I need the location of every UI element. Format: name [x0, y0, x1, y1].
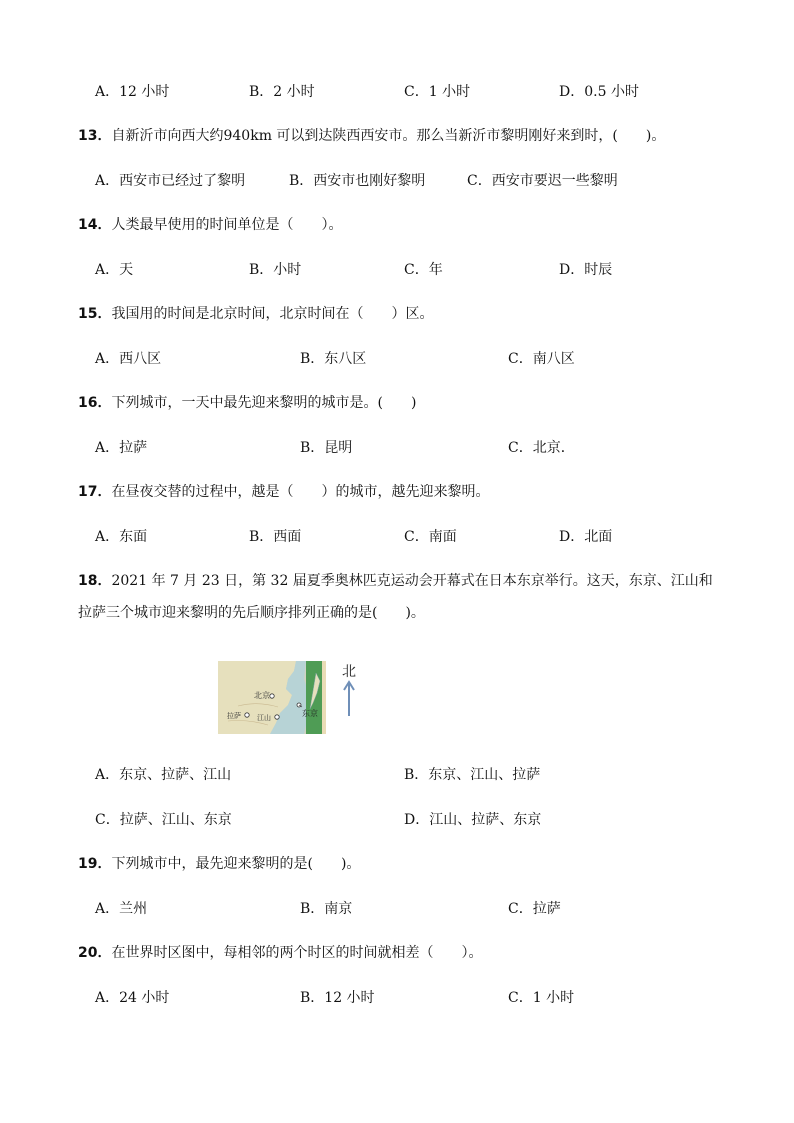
question-text: 下列城市，一天中最先迎来黎明的城市是。( )	[111, 395, 417, 411]
q13-option-c: C．西安市要迟一些黎明	[467, 173, 618, 189]
question-text: 下列城市中，最先迎来黎明的是( )。	[111, 856, 361, 872]
q17-option-d: D．北面	[559, 529, 613, 545]
q12-option-b: B．2 小时	[249, 84, 315, 100]
question-number: 16．	[78, 395, 112, 411]
timezone-map-figure	[218, 661, 326, 734]
q14-option-d: D．时辰	[559, 262, 613, 278]
q18-option-a: A．东京、拉萨、江山	[95, 767, 232, 783]
map-image	[218, 661, 326, 734]
question-text: 在昼夜交替的过程中，越是（ ）的城市，越先迎来黎明。	[111, 484, 490, 500]
q19-option-b: B．南京	[300, 901, 353, 917]
q14-option-b: B．小时	[249, 262, 302, 278]
north-arrow	[336, 660, 362, 718]
q18-option-d: D．江山、拉萨、东京	[404, 812, 542, 828]
q12-option-d: D．0.5 小时	[559, 84, 639, 100]
north-label: 北	[342, 664, 356, 680]
question-18-line1	[78, 571, 713, 591]
q17-option-c: C．南面	[404, 529, 457, 545]
question-number: 20．	[78, 945, 112, 961]
q15-option-a: A．西八区	[95, 351, 162, 367]
q18-option-c: C．拉萨、江山、东京	[95, 812, 232, 828]
q12-option-c: C．1 小时	[404, 84, 471, 100]
q14-option-a: A．天	[95, 262, 134, 278]
q20-option-a: A．24 小时	[95, 990, 170, 1006]
q16-option-c: C．北京．	[508, 440, 575, 456]
q13-option-b: B．西安市也刚好黎明	[289, 173, 426, 189]
question-number: 15．	[78, 306, 112, 322]
map-label-beijing: 北京	[254, 691, 270, 700]
question-number: 18．	[78, 573, 112, 589]
question-number: 19．	[78, 856, 112, 872]
question-18-line2: 拉萨三个城市迎来黎明的先后顺序排列正确的是( )。	[78, 605, 425, 621]
q15-option-b: B．东八区	[300, 351, 367, 367]
map-label-tokyo: 东京	[302, 709, 318, 718]
map-label-lasa: 拉萨	[227, 712, 241, 720]
question-text: 2021 年 7 月 23 日，第 32 届夏季奥林匹克运动会开幕式在日本东京举行。这天，东京、江山和	[111, 573, 713, 589]
q16-option-a: A．拉萨	[95, 440, 148, 456]
q15-option-c: C．南八区	[508, 351, 575, 367]
q16-option-b: B．昆明	[300, 440, 353, 456]
question-number: 17．	[78, 484, 112, 500]
q17-option-a: A．东面	[95, 529, 148, 545]
q13-option-a: A．西安市已经过了黎明	[95, 173, 246, 189]
q17-option-b: B．西面	[249, 529, 302, 545]
q20-option-c: C．1 小时	[508, 990, 575, 1006]
question-13	[78, 126, 665, 146]
question-14	[78, 215, 342, 235]
question-20	[78, 943, 482, 963]
question-15	[78, 304, 433, 324]
q12-option-a: A．12 小时	[95, 84, 170, 100]
question-text: 在世界时区图中，每相邻的两个时区的时间就相差（ ）。	[111, 945, 483, 961]
q20-option-b: B．12 小时	[300, 990, 375, 1006]
q18-option-b: B．东京、江山、拉萨	[404, 767, 541, 783]
q19-option-c: C．拉萨	[508, 901, 561, 917]
question-16	[78, 393, 416, 413]
question-number: 14．	[78, 217, 112, 233]
question-text: 自新沂市向西大约940km 可以到达陕西西安市。那么当新沂市黎明刚好来到时，( )。	[111, 128, 666, 144]
question-number: 13．	[78, 128, 112, 144]
question-19	[78, 854, 360, 874]
question-text: 我国用的时间是北京时间，北京时间在（ ）区。	[111, 306, 434, 322]
q14-option-c: C．年	[404, 262, 443, 278]
question-text: 人类最早使用的时间单位是（ ）。	[111, 217, 343, 233]
q19-option-a: A．兰州	[95, 901, 148, 917]
map-label-jiangshan: 江山	[257, 714, 271, 722]
question-17	[78, 482, 489, 502]
